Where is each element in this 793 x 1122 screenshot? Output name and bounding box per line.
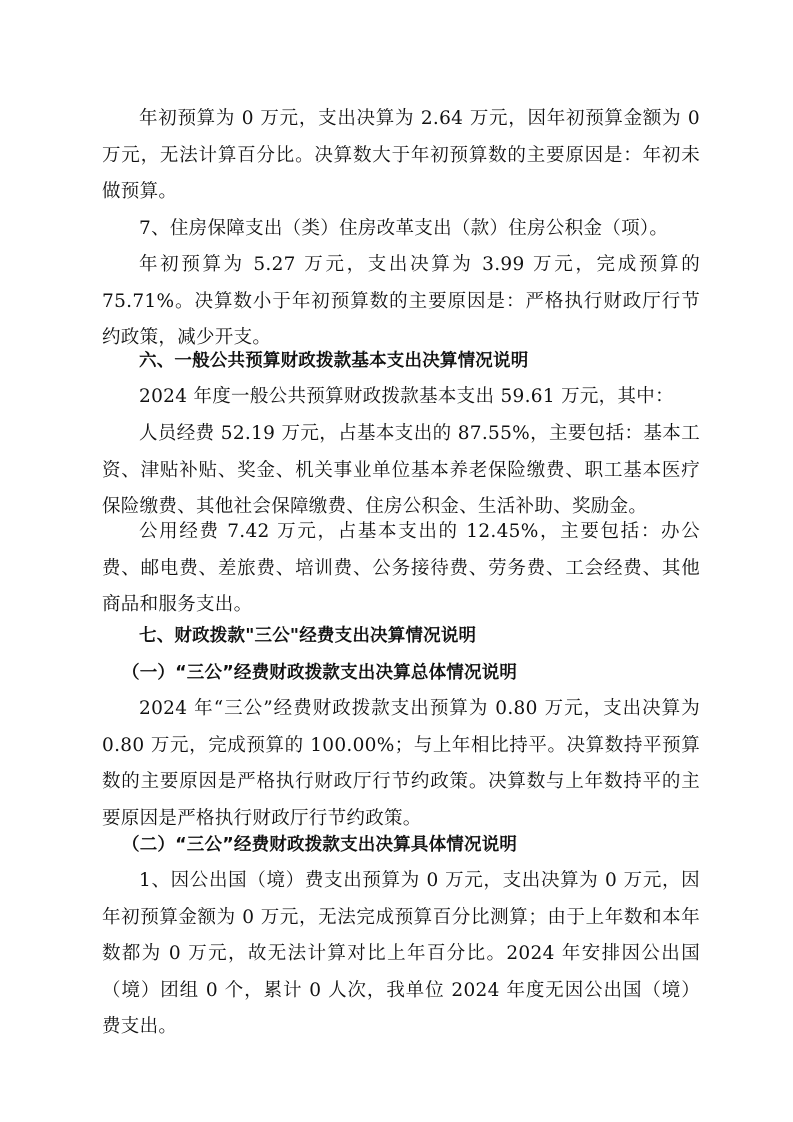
section-heading-six: 六、一般公共预算财政拨款基本支出决算情况说明 — [139, 351, 529, 371]
paragraph-three-public-overall: 2024 年“三公”经费财政拨款支出预算为 0.80 万元，支出决算为 0.80 万元，完成预算的 100.00%；与上年相比持平。决算数持平预算数的主要原因是严格执行财政厅行节约政策。决算数与上年数持平的主要原因是严格执行财政厅行节约政策。 — [102, 698, 700, 829]
paragraph-overseas-travel: 1、因公出国（境）费支出预算为 0 万元，支出决算为 0 万元，因年初预算金额为 0 万元，无法完成预算百分比测算；由于上年数和本年数都为 0 万元，故无法计算对比上年百分比。2024 年安排因公出国（境）团组 0 个，累计 0 人次，我单位 2024 年度无因公出国（境）费支出。 — [102, 870, 700, 1037]
subsection-heading-specific: （二）“三公”经费财政拨款支出决算具体情况说明 — [122, 835, 518, 855]
section-heading-seven: 七、财政拨款"三公"经费支出决算情况说明 — [139, 626, 477, 646]
paragraph-public-costs: 公用经费 7.42 万元，占基本支出的 12.45%，主要包括：办公费、邮电费、差旅费、培训费、公务接待费、劳务费、工会经费、其他商品和服务支出。 — [102, 521, 700, 615]
subsection-heading-overall: （一）“三公”经费财政拨款支出决算总体情况说明 — [122, 663, 518, 683]
paragraph-housing-budget: 年初预算为 5.27 万元，支出决算为 3.99 万元，完成预算的 75.71%。决算数小于年初预算数的主要原因是：严格执行财政厅行节约政策，减少开支。 — [102, 254, 700, 348]
paragraph-personnel-costs: 人员经费 52.19 万元，占基本支出的 87.55%，主要包括：基本工资、津贴补贴、奖金、机关事业单位基本养老保险缴费、职工基本医疗保险缴费、其他社会保障缴费、住房公积金、生活补助、奖励金。 — [102, 423, 700, 517]
paragraph-housing-item: 7、住房保障支出（类）住房改革支出（款）住房公积金（项）。 — [139, 218, 669, 239]
paragraph-budget-note: 年初预算为 0 万元，支出决算为 2.64 万元，因年初预算金额为 0 万元，无法计算百分比。决算数大于年初预算数的主要原因是：年初未做预算。 — [102, 108, 700, 202]
paragraph-basic-expenditure: 2024 年度一般公共预算财政拨款基本支出 59.61 万元，其中： — [139, 386, 674, 407]
